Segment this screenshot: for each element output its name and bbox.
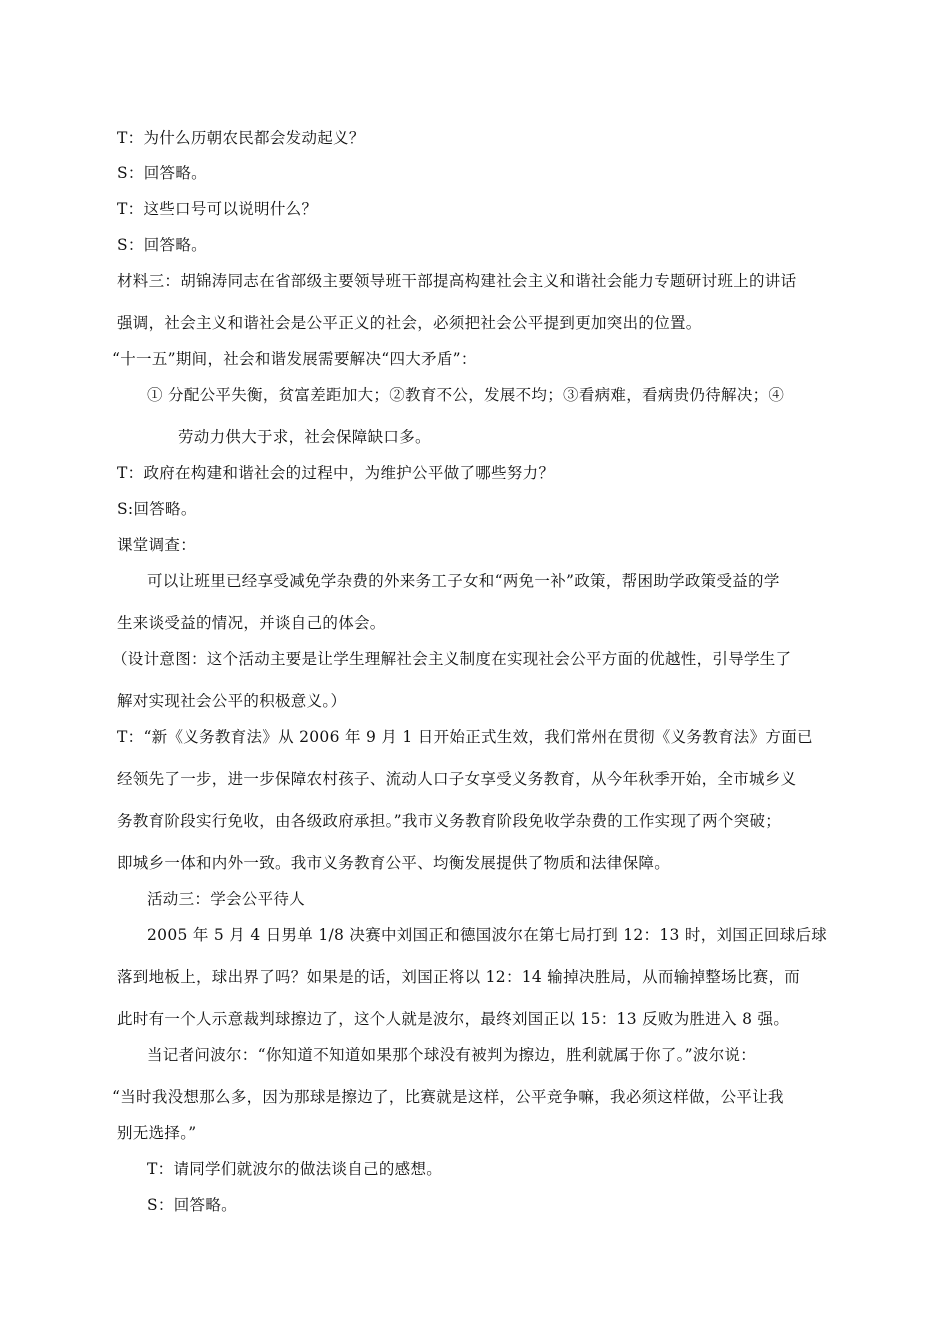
dialogue-student-answer: S:回答略。 xyxy=(117,500,197,518)
material-three-paragraph: 材料三：胡锦涛同志在省部级主要领导班干部提高构建社会主义和谐社会能力专题研讨班上的讲话 xyxy=(117,272,797,290)
activity-three-heading: 活动三：学会公平待人 xyxy=(147,890,306,908)
design-intent-note: （设计意图：这个活动主要是让学生理解社会主义制度在实现社会公平方面的优越性，引导学生了 xyxy=(112,650,792,668)
dialogue-teacher-question: T：这些口号可以说明什么？ xyxy=(117,200,318,218)
contradictions-list-item: ① 分配公平失衡，贫富差距加大；②教育不公，发展不均；③看病难，看病贵仍待解决；④ xyxy=(147,386,785,404)
four-contradictions-heading: “十一五”期间，社会和谐发展需要解决“四大矛盾”： xyxy=(112,350,477,368)
material-three-paragraph-cont: 强调，社会主义和谐社会是公平正义的社会，必须把社会公平提到更加突出的位置。 xyxy=(117,314,702,332)
dialogue-student-answer: S：回答略。 xyxy=(117,236,207,254)
dialogue-student-answer: S：回答略。 xyxy=(147,1196,237,1214)
interview-paragraph: 当记者问波尔：“你知道不知道如果那个球没有被判为擦边，胜利就属于你了。”波尔说： xyxy=(147,1046,757,1064)
dialogue-teacher-question: T：政府在构建和谐社会的过程中，为维护公平做了哪些努力？ xyxy=(117,464,555,482)
education-law-paragraph-cont: 经领先了一步，进一步保障农村孩子、流动人口子女享受义务教育，从今年秋季开始，全市城乡义 xyxy=(117,770,797,788)
dialogue-student-answer: S：回答略。 xyxy=(117,164,207,182)
match-story-paragraph: 2005 年 5 月 4 日男单 1/8 决赛中刘国正和德国波尔在第七局打到 12：13 时，刘国正回球后球 xyxy=(147,926,828,944)
education-law-paragraph-cont: 即城乡一体和内外一致。我市义务教育公平、均衡发展提供了物质和法律保障。 xyxy=(117,854,671,872)
class-survey-heading: 课堂调查： xyxy=(117,536,197,554)
education-law-paragraph-cont: 务教育阶段实行免收，由各级政府承担。”我市义务教育阶段免收学杂费的工作实现了两个突破； xyxy=(117,812,782,830)
contradictions-list-item-cont: 劳动力供大于求，社会保障缺口多。 xyxy=(178,428,431,446)
interview-paragraph-cont: “当时我没想那么多，因为那球是擦边了，比赛就是这样，公平竞争嘛，我必须这样做，公平让我 xyxy=(112,1088,784,1106)
match-story-paragraph-cont: 落到地板上，球出界了吗？如果是的话，刘国正将以 12：14 输掉决胜局，从而输掉整场比赛，而 xyxy=(117,968,801,986)
dialogue-teacher-question: T：请同学们就波尔的做法谈自己的感想。 xyxy=(147,1160,443,1178)
match-story-paragraph-cont: 此时有一个人示意裁判球擦边了，这个人就是波尔，最终刘国正以 15：13 反败为胜进入 8 强。 xyxy=(117,1010,790,1028)
design-intent-note-cont: 解对实现社会公平的积极意义。） xyxy=(117,692,347,710)
education-law-paragraph: T：“新《义务教育法》从 2006 年 9 月 1 日开始正式生效，我们常州在贯彻《义务教育法》方面已 xyxy=(117,728,813,746)
class-survey-paragraph-cont: 生来谈受益的情况，并谈自己的体会。 xyxy=(117,614,386,632)
interview-paragraph-cont: 别无选择。” xyxy=(117,1124,197,1142)
class-survey-paragraph: 可以让班里已经享受减免学杂费的外来务工子女和“两免一补”政策，帮困助学政策受益的学 xyxy=(147,572,780,590)
dialogue-teacher-question: T：为什么历朝农民都会发动起义？ xyxy=(117,129,365,147)
